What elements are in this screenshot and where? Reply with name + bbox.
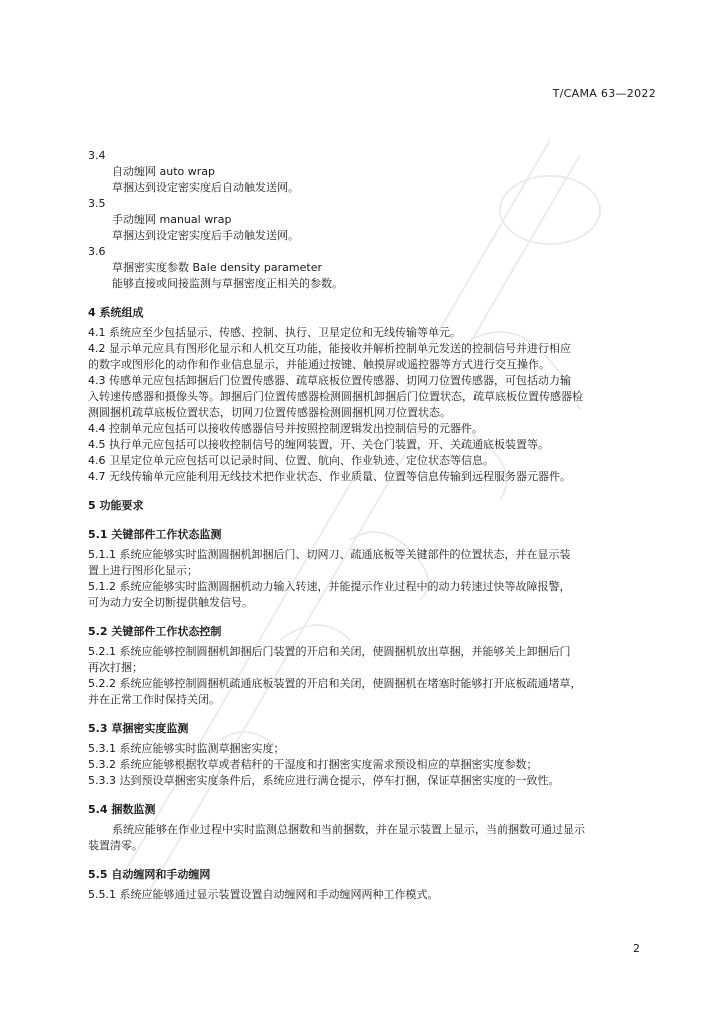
clause-line: 的数字或图形化的动作和作业信息显示，并能通过按键、触摸屏或遥控器等方式进行交互操作。 (88, 358, 550, 371)
clause-line: 并在正常工作时保持关闭。 (88, 693, 220, 706)
clause-line: 5.3.3 达到预设草捆密实度条件后，系统应进行满仓提示，停车打捆，保证草捆密实度的一致性。 (88, 774, 560, 787)
clause-line: 可为动力安全切断提供触发信号。 (88, 596, 253, 609)
subsection-heading: 5.3 草捆密实度监测 (88, 722, 189, 735)
clause-line: 4.4 控制单元应包括可以接收传感器信号并按照控制逻辑发出控制信号的元器件。 (88, 422, 483, 435)
clause-line: 5.5.1 系统应能够通过显示装置设置自动缠网和手动缠网两种工作模式。 (88, 888, 439, 901)
section-heading: 5 功能要求 (88, 499, 144, 512)
document-body (88, 148, 656, 903)
section-number: 3.6 (88, 245, 106, 258)
clause-line: 入转速传感器和摄像头等。卸捆后门位置传感器检测圆捆机卸捆后门位置状态，疏草底板位置传感器检 (88, 390, 583, 403)
page-number: 2 (633, 942, 640, 955)
clause-line: 4.5 执行单元应包括可以接收控制信号的缠网装置，开、关仓门装置，开、关疏通底板装置等。 (88, 438, 549, 451)
term-definition: 草捆达到设定密实度后自动触发送网。 (112, 181, 299, 194)
section-heading: 4 系统组成 (88, 306, 144, 319)
clause-line: 5.1.2 系统应能够实时监测圆捆机动力输入转速，并能提示作业过程中的动力转速过快等故障报警， (88, 580, 571, 593)
clause-line: 4.1 系统应至少包括显示、传感、控制、执行、卫星定位和无线传输等单元。 (88, 326, 461, 339)
clause-line: 5.1.1 系统应能够实时监测圆捆机卸捆后门、切网刀、疏通底板等关键部件的位置状态，并在显示装 (88, 548, 571, 561)
clause-line: 测圆捆机疏草底板位置状态，切网刀位置传感器检测圆捆机网刀位置状态。 (88, 406, 451, 419)
clause-line: 5.3.2 系统应能够根据牧草或者秸秆的干湿度和打捆密实度需求预设相应的草捆密实度参数； (88, 758, 538, 771)
clause-line: 4.6 卫星定位单元应包括可以记录时间、位置、航向、作业轨迹、定位状态等信息。 (88, 454, 494, 467)
clause-line: 5.2.2 系统应能够控制圆捆机疏通底板装置的开启和关闭，使圆捆机在堵塞时能够打开底板疏通堵草， (88, 677, 582, 690)
clause-line: 4.3 传感单元应包括卸捆后门位置传感器、疏草底板位置传感器、切网刀位置传感器，可包括动力输 (88, 374, 571, 387)
clause-line: 5.2.1 系统应能够控制圆捆机卸捆后门装置的开启和关闭，使圆捆机放出草捆，并能够关上卸捆后门 (88, 645, 571, 658)
term-title: 自动缠网 auto wrap (112, 165, 215, 178)
subsection-heading: 5.2 关键部件工作状态控制 (88, 625, 222, 638)
clause-line: 4.2 显示单元应具有图形化显示和人机交互功能，能接收并解析控制单元发送的控制信号并进行相应 (88, 342, 571, 355)
clause-line: 再次打捆； (88, 661, 143, 674)
clause-line: 系统应能够在作业过程中实时监测总捆数和当前捆数，并在显示装置上显示，当前捆数可通过显示 (112, 823, 585, 836)
section-number: 3.5 (88, 197, 106, 210)
clause-line: 4.7 无线传输单元应能利用无线技术把作业状态、作业质量、位置等信息传输到远程服务器元器件。 (88, 470, 571, 483)
clause-line: 5.3.1 系统应能够实时监测草捆密实度； (88, 742, 285, 755)
term-definition: 能够直接或间接监测与草捆密度正相关的参数。 (112, 277, 343, 290)
subsection-heading: 5.5 自动缠网和手动缠网 (88, 868, 211, 881)
section-number: 3.4 (88, 149, 106, 162)
clause-line: 置上进行图形化显示； (88, 564, 198, 577)
term-title: 草捆密实度参数 Bale density parameter (112, 261, 323, 274)
term-definition: 草捆达到设定密实度后手动触发送网。 (112, 229, 299, 242)
term-title: 手动缠网 manual wrap (112, 213, 232, 226)
subsection-heading: 5.4 捆数监测 (88, 803, 156, 816)
subsection-heading: 5.1 关键部件工作状态监测 (88, 528, 222, 541)
standard-code: T/CAMA 63—2022 (552, 87, 656, 100)
clause-line: 装置清零。 (88, 839, 143, 852)
